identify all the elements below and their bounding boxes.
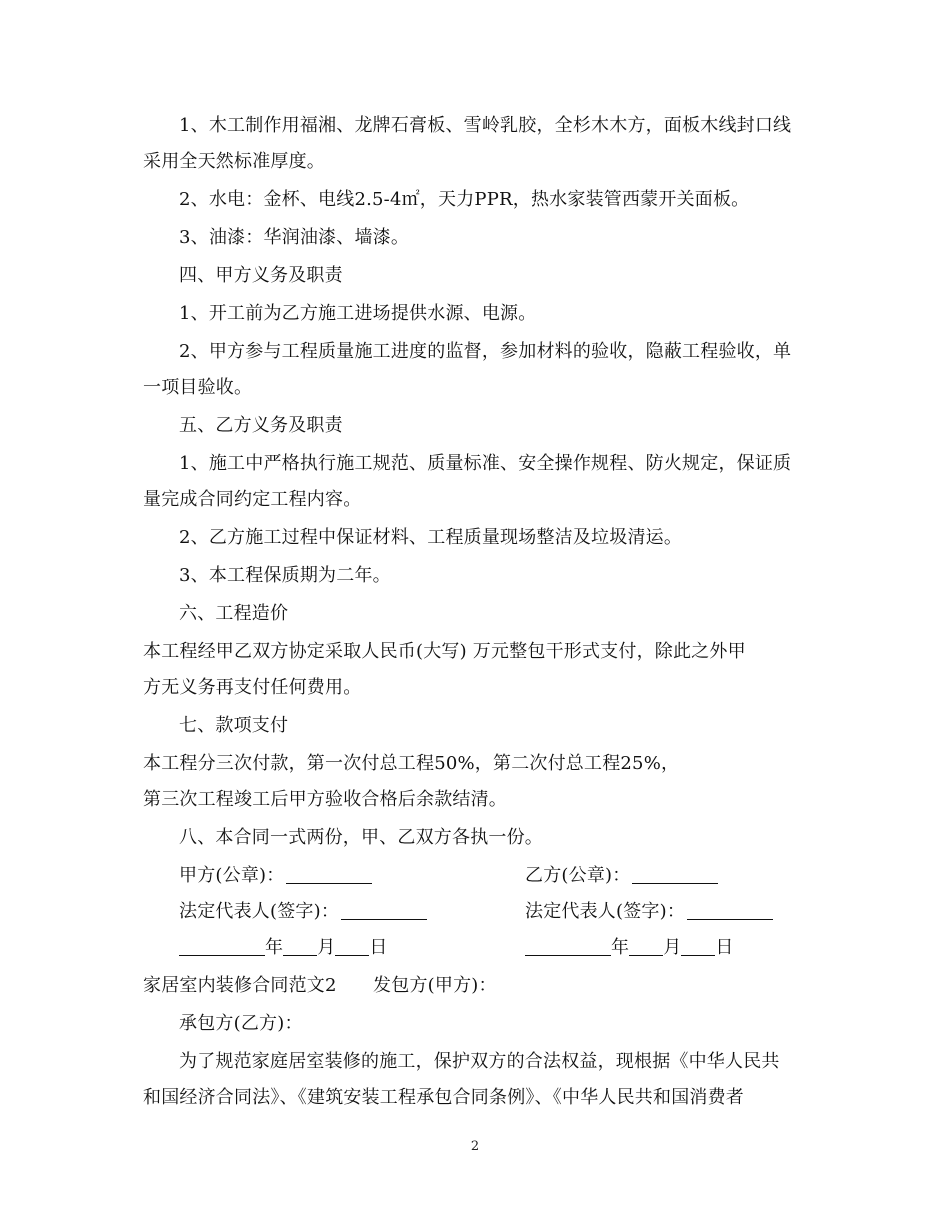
section-heading-party-b: 五、乙方义务及职责 <box>179 415 343 436</box>
party-a-year-blank <box>179 937 265 956</box>
second-contract-title-line: 家居室内装修合同范文2 发包方(甲方)： <box>143 975 497 996</box>
paragraph-paint: 3、油漆：华润油漆、墙漆。 <box>179 227 410 248</box>
party-a-date-field <box>179 936 388 960</box>
party-a-month-blank <box>283 937 317 956</box>
paragraph-party-a-2: 2、甲方参与工程质量施工进度的监督，参加材料的验收，隐蔽工程验收，单 <box>179 341 792 362</box>
party-b-representative-blank <box>687 901 773 920</box>
party-a-seal-field <box>179 864 372 888</box>
party-b-year-blank <box>525 937 611 956</box>
paragraph-party-b-3: 3、本工程保质期为二年。 <box>179 565 391 586</box>
party-b-day-label: 日 <box>715 937 734 958</box>
party-a-representative-blank <box>341 901 427 920</box>
party-b-seal-label: 乙方(公章)： <box>525 865 631 886</box>
party-b-year-label: 年 <box>611 937 630 958</box>
paragraph-woodwork: 1、木工制作用福湘、龙牌石膏板、雪岭乳胶，全杉木木方，面板木线封口线 <box>179 115 792 136</box>
party-a-month-label: 月 <box>317 937 336 958</box>
party-a-representative-field <box>179 900 427 924</box>
party-b-seal-blank <box>632 865 718 884</box>
party-a-representative-label: 法定代表人(签字)： <box>179 901 340 922</box>
party-b-seal-field <box>525 864 718 888</box>
party-b-representative-field <box>525 900 773 924</box>
closing-paragraph: 为了规范家庭居室装修的施工，保护双方的合法权益，现根据《中华人民共 <box>179 1051 780 1072</box>
party-b-day-blank <box>681 937 715 956</box>
party-a-seal-label: 甲方(公章)： <box>179 865 285 886</box>
party-b-representative-label: 法定代表人(签字)： <box>525 901 686 922</box>
contractor-label-line: 承包方(乙方)： <box>179 1013 303 1034</box>
page-number: 2 <box>470 1139 480 1154</box>
party-a-seal-blank <box>286 865 372 884</box>
party-a-day-blank <box>335 937 369 956</box>
section-heading-copies: 八、本合同一式两份，甲、乙双方各执一份。 <box>179 827 543 848</box>
paragraph-price: 本工程经甲乙双方协定采取人民币(大写) 万元整包干形式支付，除此之外甲 <box>143 641 746 662</box>
closing-paragraph-continued: 和国经济合同法》、《建筑安装工程承包合同条例》、《中华人民共和国消费者 <box>143 1087 744 1108</box>
party-a-day-label: 日 <box>369 937 388 958</box>
paragraph-party-b-2: 2、乙方施工过程中保证材料、工程质量现场整洁及垃圾清运。 <box>179 527 683 548</box>
paragraph-payment: 本工程分三次付款，第一次付总工程50%，第二次付总工程25%， <box>143 753 680 774</box>
section-heading-price: 六、工程造价 <box>179 603 289 624</box>
party-b-date-field <box>525 936 734 960</box>
paragraph-party-a-2-continued: 一项目验收。 <box>143 377 253 398</box>
paragraph-party-b-1-continued: 量完成合同约定工程内容。 <box>143 489 362 510</box>
party-b-month-blank <box>629 937 663 956</box>
paragraph-price-continued: 方无义务再支付任何费用。 <box>143 677 362 698</box>
section-heading-party-a: 四、甲方义务及职责 <box>179 265 343 286</box>
section-heading-payment: 七、款项支付 <box>179 715 289 736</box>
paragraph-payment-continued: 第三次工程竣工后甲方验收合格后余款结清。 <box>143 789 507 810</box>
party-a-year-label: 年 <box>265 937 284 958</box>
paragraph-plumbing-electric: 2、水电：金杯、电线2.5-4㎡，天力PPR，热水家装管西蒙开关面板。 <box>179 189 750 210</box>
party-b-month-label: 月 <box>663 937 682 958</box>
paragraph-party-a-1: 1、开工前为乙方施工进场提供水源、电源。 <box>179 303 537 324</box>
paragraph-woodwork-continued: 采用全天然标准厚度。 <box>143 151 325 172</box>
paragraph-party-b-1: 1、施工中严格执行施工规范、质量标准、安全操作规程、防火规定，保证质 <box>179 453 792 474</box>
